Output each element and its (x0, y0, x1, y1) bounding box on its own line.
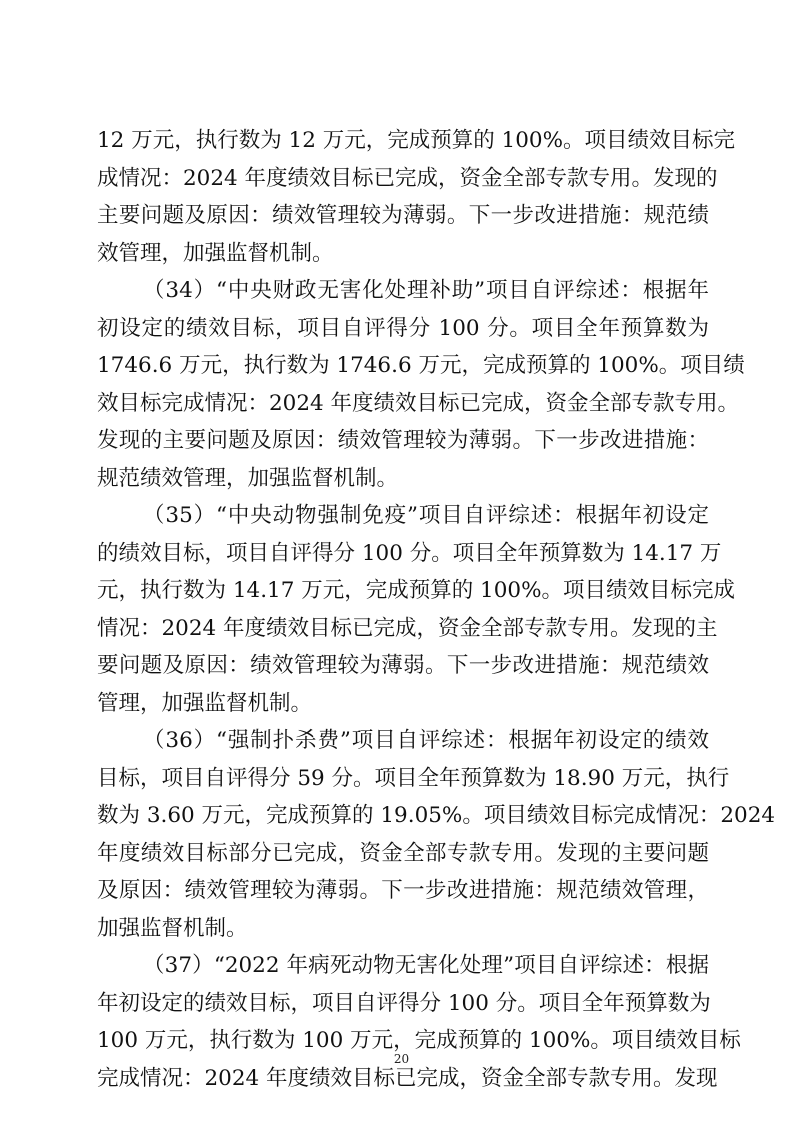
text-line: 12 万元，执行数为 12 万元，完成预算的 100%。项目绩效目标完 (97, 128, 736, 153)
text-line: （34）“中央财政无害化处理补助”项目自评综述：根据年 (143, 278, 709, 303)
text-line: 元，执行数为 14.17 万元，完成预算的 100%。项目绩效目标完成 (97, 578, 736, 603)
text-line: 规范绩效管理，加强监督机制。 (97, 465, 399, 491)
document-body (97, 122, 776, 1097)
text-line: （37）“2022 年病死动物无害化处理”项目自评综述：根据 (143, 953, 709, 978)
paragraph-item-36 (97, 722, 776, 947)
text-line: 年度绩效目标部分已完成，资金全部专款专用。发现的主要问题 (97, 840, 709, 866)
text-line: 效管理，加强监督机制。 (97, 240, 334, 266)
text-line: 初设定的绩效目标，项目自评得分 100 分。项目全年预算数为 (97, 315, 709, 341)
text-line: 的绩效目标，项目自评得分 100 分。项目全年预算数为 14.17 万 (97, 540, 722, 566)
paragraph-item-34 (97, 272, 745, 497)
text-line: 要问题及原因：绩效管理较为薄弱。下一步改进措施：规范绩效 (97, 653, 709, 678)
paragraph-item-35 (97, 497, 736, 722)
text-line: 及原因：绩效管理较为薄弱。下一步改进措施：规范绩效管理， (97, 878, 709, 903)
text-line: 加强监督机制。 (97, 915, 248, 941)
text-line: 100 万元，执行数为 100 万元，完成预算的 100%。项目绩效目标 (97, 1028, 741, 1053)
text-line: 目标，项目自评得分 59 分。项目全年预算数为 18.90 万元，执行 (97, 765, 730, 791)
text-line: （35）“中央动物强制免疫”项目自评综述：根据年初设定 (143, 503, 709, 528)
text-line: （36）“强制扑杀费”项目自评综述：根据年初设定的绩效 (143, 728, 709, 753)
text-line: 管理，加强监督机制。 (97, 690, 313, 716)
text-line: 年初设定的绩效目标，项目自评得分 100 分。项目全年预算数为 (97, 990, 711, 1016)
text-line: 数为 3.60 万元，完成预算的 19.05%。项目绩效目标完成情况：2024 (97, 803, 776, 828)
text-line: 主要问题及原因：绩效管理较为薄弱。下一步改进措施：规范绩 (97, 203, 709, 228)
text-line: 情况：2024 年度绩效目标已完成，资金全部专款专用。发现的主 (97, 615, 718, 641)
paragraph-continuation (97, 122, 736, 272)
text-line: 1746.6 万元，执行数为 1746.6 万元，完成预算的 100%。项目绩 (97, 353, 745, 378)
text-line: 效目标完成情况：2024 年度绩效目标已完成，资金全部专款专用。 (97, 390, 740, 416)
page-number: 20 (393, 1052, 410, 1066)
text-line: 成情况：2024 年度绩效目标已完成，资金全部专款专用。发现的 (97, 165, 718, 191)
paragraph-item-37 (97, 947, 741, 1097)
text-line: 完成情况：2024 年度绩效目标已完成，资金全部专款专用。发现 (97, 1065, 718, 1091)
text-line: 发现的主要问题及原因：绩效管理较为薄弱。下一步改进措施： (97, 428, 709, 453)
